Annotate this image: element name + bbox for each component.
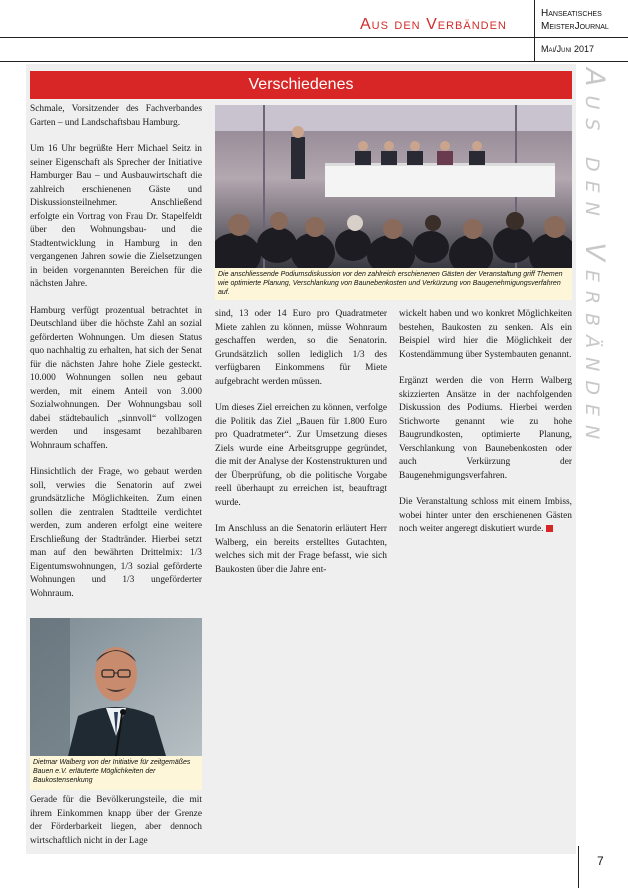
section-title: Aus den Verbänden: [360, 16, 507, 33]
article-column-1: [30, 103, 202, 601]
magazine-name-line1: Hanseatisches: [541, 8, 602, 19]
page-number: 7: [597, 854, 604, 868]
paragraph: Um 16 Uhr begrüßte Herr Michael Seitz in seiner Eigenschaft als Sprecher der Initiative Hamburger Bau – und Ausbauwirtschaft die zahlreich erschienenen Gäste und Diskussionsteilnehmer. Anschließend erfolgte ein Vortrag von Frau Dr. Stapelfeldt über den Wohnungsbau- und die Stadtentwicklung in Hamburg in den vergangenen Jahren sowie die Zielsetzungen in beiden vorgenannten Bereichen für die nächsten Jahre.: [30, 144, 202, 289]
closing-text: Die Veranstaltung schloss mit einem Imbiss, wobei hinter unter den erschienenen Gästen noch weiter angeregt diskutiert wurde.: [399, 497, 572, 534]
paragraph: wickelt haben und wo konkret Möglichkeiten bestehen, Baukosten zu senken. Als ein Beispiel wird hier die Möglichkeit der Kostendämmung über Systembauten genannt.: [399, 309, 572, 360]
article-banner: Verschiedenes: [30, 71, 572, 99]
footer-divider: [578, 846, 579, 888]
paragraph: sind, 13 oder 14 Euro pro Quadratmeter Miete zahlen zu können, müsse Wohnraum geschaffen werden, so die Senatorin. Grundsätzlich sollen lediglich 1/3 des verfügbaren Einkommens für Miete aufgebracht werden müssen.: [215, 309, 387, 387]
speaker-illustration: [30, 618, 202, 756]
issue-date: Mai/Juni 2017: [541, 44, 595, 54]
speaker-photo-caption: Dietmar Walberg von der Initiative für zeitgemäßes Bauen e.V. erläuterte Möglichkeiten der Baukostensenkung: [30, 756, 202, 790]
closing-paragraph: [399, 496, 572, 537]
vertical-section-title: Aus den Verbänden: [579, 68, 610, 449]
magazine-name: [541, 7, 609, 33]
paragraph: Im Anschluss an die Senatorin erläutert Herr Walberg, ein bereits erstelltes Gutachten, welches sich mit der Frage befasst, wie sich Baukosten über die Jahre ent-: [215, 524, 387, 575]
article-column-1-continued: [30, 794, 202, 848]
header-divider: [534, 0, 535, 62]
paragraph: Um dieses Ziel erreichen zu können, verfolge die Politik das Ziel „Bauen für 1.800 Euro pro Quadratmeter“. Zur Umsetzung dieses Ziels wurde eine Arbeitsgruppe gegründet, die mit der Analyse der Kostenstrukturen und der Überprüfung, ob die politische Vorgabe reell überhaupt zu erreichen ist, beauftragt wurde.: [215, 403, 387, 508]
podium-photo: [215, 105, 572, 268]
magazine-name-line2: MeisterJournal: [541, 21, 609, 32]
podium-illustration: [215, 105, 572, 268]
paragraph: Ergänzt werden die von Herrn Walberg skizzierten Ansätze in der nachfolgenden Diskussion des Podiums. Hierbei werden Stichworte genannt wie zu hohe Baugrundkosten, optimierte Planung, Verschlankung von Baunebenkosten oder auch Verkürzung der Baugenehmigungsverfahren.: [399, 376, 572, 481]
paragraph: Hamburg verfügt prozentual betrachtet in Deutschland über die höchste Zahl an sozial geförderten Wohnungen. Um diesen Status quo nachhaltig zu erhalten, hat sich der Senat für die nächsten Jahre hohe Ziele gesteckt. 10.000 Wohnungen sollen neu gebaut werden, mit einem Anteil von 3.000 Sozialwohnungen. Der Wohnungsbau soll dabei städtebaulich „sinnvoll“ vollzogen werden und insgesamt bezahlbaren Wohnraum schaffen.: [30, 305, 202, 451]
paragraph: Gerade für die Bevölkerungsteile, die mit ihrem Einkommen knapp über der Grenze der Förderbarkeit liegen, aber dennoch wirtschaftlich nicht in der Lage: [30, 795, 202, 846]
podium-photo-caption: Die anschliessende Podiumsdiskussion vor den zahlreich erschienenen Gästen der Veranstaltung griff Themen wie optimierte Planung, Verschlankung von Baunebenkosten und Verkürzung von Baugenehmigungsverfahren auf.: [215, 268, 572, 300]
paragraph: Hinsichtlich der Frage, wo gebaut werden soll, verwies die Senatorin auf zwei grundsätzliche Möglichkeiten. Zum einen sollen die zentralen Stadtteile verdichtet werden, zum anderen erfolgt eine weitere Erschließung der Stadtränder. Hierbei setzt man auf den bewährten Drittelmix: 1/3 Eigentumswohnungen, 1/3 sozial geförderte Wohnungen und 1/3 ungeförderter Wohnraum.: [30, 467, 202, 599]
speaker-photo: [30, 618, 202, 756]
paragraph: Schmale, Vorsitzender des Fachverbandes Garten – und Landschaftsbau Hamburg.: [30, 104, 202, 128]
end-of-article-marker: [546, 525, 553, 532]
article-column-2: [215, 308, 387, 577]
article-column-3: [399, 308, 572, 537]
